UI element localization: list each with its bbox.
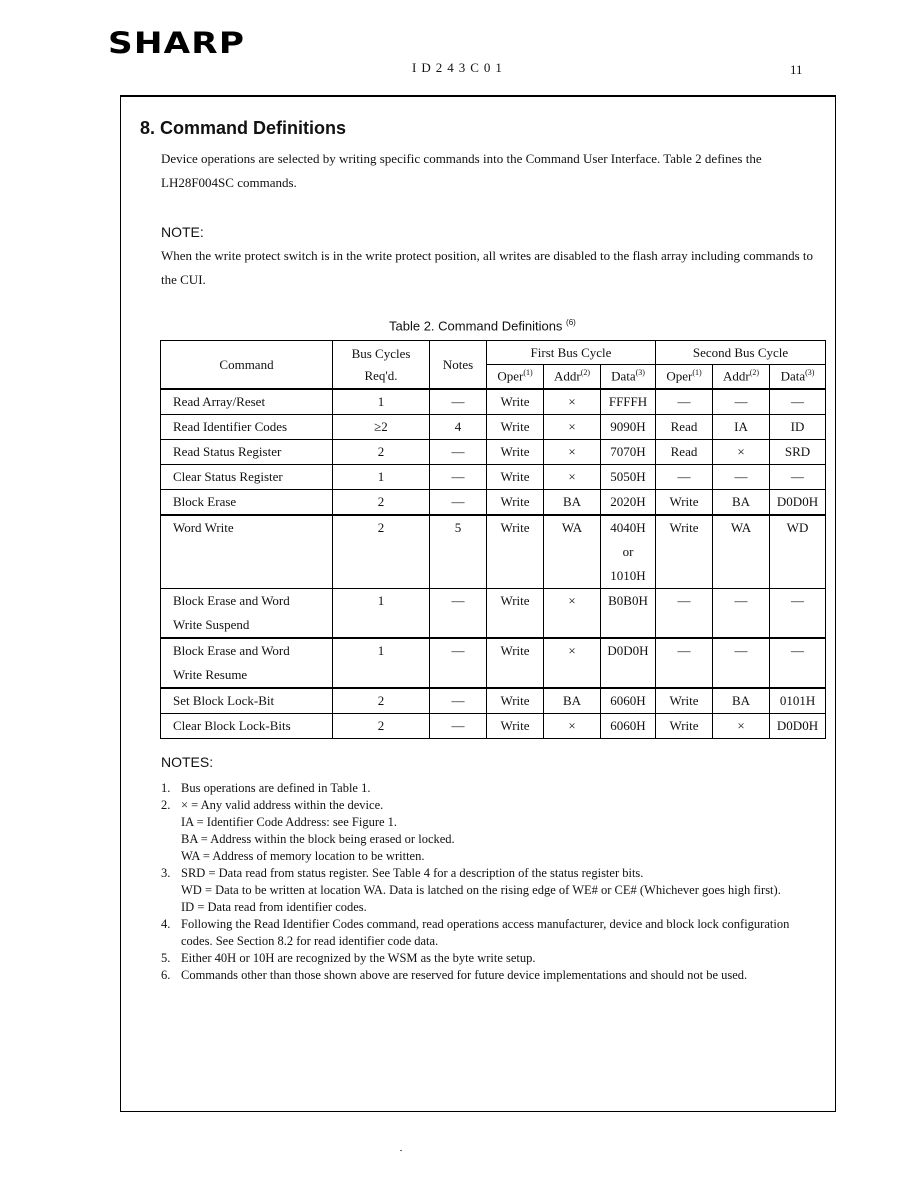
- cell-cycles: ≥2: [333, 415, 430, 440]
- cell-command: Set Block Lock-Bit: [161, 688, 333, 714]
- cell-data-1: 7070H: [601, 440, 656, 465]
- cell-addr-2: —: [713, 389, 770, 415]
- table-row: [161, 465, 826, 490]
- cell-addr-1: ×: [544, 440, 601, 465]
- cell-notes: —: [430, 714, 487, 739]
- document-id: ID243C01: [412, 60, 507, 75]
- cell-data-1: FFFFH: [601, 389, 656, 415]
- cell-oper-1: Write: [487, 389, 544, 415]
- cell-oper-1: Write: [487, 415, 544, 440]
- cell-addr-2: BA: [713, 490, 770, 516]
- cell-addr-2: —: [713, 638, 770, 688]
- cell-oper-2: —: [656, 465, 713, 490]
- cell-command: Clear Status Register: [161, 465, 333, 490]
- notes-list: [161, 780, 821, 984]
- note-text: SRD = Data read from status register. See Table 4 for a description of the status register bits.: [181, 866, 644, 880]
- cell-data-1: 5050H: [601, 465, 656, 490]
- cell-cycles: 2: [333, 714, 430, 739]
- cell-addr-2: BA: [713, 688, 770, 714]
- cell-command-line2: Write Resume: [173, 667, 248, 682]
- cell-data-2: —: [770, 389, 826, 415]
- section-title: 8. Command Definitions: [140, 118, 347, 138]
- table-row: [161, 515, 826, 589]
- cell-oper-1: Write: [487, 638, 544, 688]
- cell-addr-1: ×: [544, 465, 601, 490]
- cell-notes: —: [430, 490, 487, 516]
- sharp-logo: SHARP: [108, 26, 246, 60]
- cell-data-1: B0B0H: [601, 589, 656, 639]
- note-subitem: WD = Data to be written at location WA. Data is latched on the rising edge of WE# or CE# (Whichever goes high first).: [181, 883, 781, 897]
- cell-addr-2: WA: [713, 515, 770, 589]
- cell-addr-1: ×: [544, 714, 601, 739]
- cell-data-1-line1: 4040H: [610, 520, 646, 535]
- table-row: [161, 440, 826, 465]
- cell-notes: —: [430, 688, 487, 714]
- cell-oper-2: —: [656, 638, 713, 688]
- cell-command-line2: Write Suspend: [173, 617, 250, 632]
- cell-oper-2: —: [656, 389, 713, 415]
- cell-oper-2: Read: [656, 415, 713, 440]
- cell-addr-1: ×: [544, 415, 601, 440]
- header-data-2: Data$^{(3)}$: [770, 365, 826, 390]
- cell-data-1-line2: or: [622, 544, 634, 559]
- note-item: 6. Commands other than those shown above are reserved for future device implementations and should not be used.: [161, 968, 748, 982]
- cell-notes: —: [430, 389, 487, 415]
- cell-oper-2: Write: [656, 714, 713, 739]
- cell-addr-2: —: [713, 589, 770, 639]
- note-text: Bus operations are defined in Table 1.: [181, 781, 371, 795]
- cell-oper-1: Write: [487, 490, 544, 516]
- cell-data-1-line3: 1010H: [610, 568, 646, 583]
- note-text: Commands other than those shown above are reserved for future device implementations and should not be used.: [181, 968, 748, 982]
- cell-data-2: ID: [770, 415, 826, 440]
- table-row: [161, 415, 826, 440]
- table-row: [161, 490, 826, 516]
- cell-data-1: 9090H: [601, 415, 656, 440]
- cell-cycles: 1: [333, 465, 430, 490]
- command-definitions-table: [160, 340, 826, 739]
- cell-command: Read Array/Reset: [161, 389, 333, 415]
- cell-data-2: —: [770, 638, 826, 688]
- cell-data-2: —: [770, 589, 826, 639]
- cell-notes: 5: [430, 515, 487, 589]
- cell-notes: —: [430, 589, 487, 639]
- table-caption-note: (6): [566, 318, 576, 327]
- cell-data-2: SRD: [770, 440, 826, 465]
- note-text: Either 40H or 10H are recognized by the WSM as the byte write setup.: [181, 951, 536, 965]
- cell-command: Read Status Register: [161, 440, 333, 465]
- cell-addr-2: ×: [713, 440, 770, 465]
- cell-data-1: 6060H: [601, 688, 656, 714]
- note-subitem: WA = Address of memory location to be written.: [181, 849, 425, 863]
- cell-notes: —: [430, 638, 487, 688]
- cell-data-2: D0D0H: [770, 714, 826, 739]
- cell-oper-1: Write: [487, 465, 544, 490]
- cell-oper-2: Write: [656, 688, 713, 714]
- cell-oper-1: Write: [487, 688, 544, 714]
- cell-data-1: [601, 515, 656, 589]
- cell-addr-1: BA: [544, 490, 601, 516]
- cell-addr-2: —: [713, 465, 770, 490]
- note-item: 1. Bus operations are defined in Table 1.: [161, 781, 371, 795]
- cell-cycles: 1: [333, 389, 430, 415]
- cell-data-1: 2020H: [601, 490, 656, 516]
- table-row: [161, 688, 826, 714]
- cell-cycles: 2: [333, 688, 430, 714]
- cell-oper-2: Write: [656, 515, 713, 589]
- cell-notes: —: [430, 440, 487, 465]
- cell-addr-2: IA: [713, 415, 770, 440]
- scan-speck: [400, 1150, 402, 1151]
- cell-data-2: —: [770, 465, 826, 490]
- header-bus-cycles: [333, 341, 430, 390]
- header-command: Command: [161, 341, 333, 390]
- cell-command: [161, 638, 333, 688]
- cell-cycles: 2: [333, 490, 430, 516]
- header-bus-cycles-line2: Req'd.: [364, 367, 398, 383]
- table-row: [161, 714, 826, 739]
- notes-label: NOTES:: [161, 754, 214, 770]
- cell-data-1: 6060H: [601, 714, 656, 739]
- cell-oper-1: Write: [487, 714, 544, 739]
- cell-oper-1: Write: [487, 515, 544, 589]
- cell-data-1: D0D0H: [601, 638, 656, 688]
- note-subitem: BA = Address within the block being erased or locked.: [181, 832, 455, 846]
- cell-command: Word Write: [161, 515, 333, 589]
- header-first-bus-cycle: First Bus Cycle: [487, 341, 656, 365]
- cell-addr-1: ×: [544, 638, 601, 688]
- header-addr-1: Addr$^{(2)}$: [544, 365, 601, 390]
- cell-cycles: 1: [333, 589, 430, 639]
- header-second-bus-cycle: Second Bus Cycle: [656, 341, 826, 365]
- cell-cycles: 2: [333, 515, 430, 589]
- cell-command-line1: Block Erase and Word: [173, 593, 290, 608]
- note-subitem: ID = Data read from identifier codes.: [181, 900, 367, 914]
- header-bus-cycles-line1: Bus Cycles: [351, 345, 411, 361]
- cell-data-2: WD: [770, 515, 826, 589]
- cell-cycles: 2: [333, 440, 430, 465]
- cell-addr-1: ×: [544, 589, 601, 639]
- note-item: 4. Following the Read Identifier Codes command, read operations access manufacturer, device and block lock configuration codes. See Section 8.2 for read identifier code data.: [161, 916, 821, 950]
- header-oper-1: Oper$^{(1)}$: [487, 365, 544, 390]
- cell-oper-2: Read: [656, 440, 713, 465]
- note-item: 3. SRD = Data read from status register. See Table 4 for a description of the status register bits.: [161, 866, 644, 880]
- header-oper-2: Oper$^{(1)}$: [656, 365, 713, 390]
- header-addr-2: Addr$^{(2)}$: [713, 365, 770, 390]
- header-data-1: Data$^{(3)}$: [601, 365, 656, 390]
- table-row: [161, 589, 826, 639]
- cell-notes: —: [430, 465, 487, 490]
- cell-command-line1: Block Erase and Word: [173, 643, 290, 658]
- cell-addr-2: ×: [713, 714, 770, 739]
- cell-addr-1: ×: [544, 389, 601, 415]
- table-caption-text: Table 2. Command Definitions: [389, 318, 563, 334]
- cell-command: [161, 589, 333, 639]
- cell-command: Read Identifier Codes: [161, 415, 333, 440]
- note-text: Following the Read Identifier Codes command, read operations access manufacturer, device and block lock configuration codes. See Section 8.2 for read identifier code data.: [181, 917, 790, 948]
- note-subitem: IA = Identifier Code Address: see Figure 1.: [181, 815, 398, 829]
- note-item: 2. × = Any valid address within the device.: [161, 798, 384, 812]
- cell-command: Clear Block Lock-Bits: [161, 714, 333, 739]
- header-notes: Notes: [430, 341, 487, 390]
- note-paragraph: When the write protect switch is in the write protect position, all writes are disabled to the flash array including commands to the CUI.: [161, 248, 813, 287]
- table-row: [161, 389, 826, 415]
- cell-oper-2: Write: [656, 490, 713, 516]
- cell-oper-1: Write: [487, 589, 544, 639]
- table-caption: [389, 318, 576, 333]
- note-label: NOTE:: [161, 224, 204, 240]
- page-number: 11: [790, 62, 803, 77]
- cell-notes: 4: [430, 415, 487, 440]
- intro-paragraph: Device operations are selected by writing specific commands into the Command User Interface. Table 2 defines the LH28F004SC commands.: [161, 151, 762, 190]
- cell-oper-2: —: [656, 589, 713, 639]
- cell-data-2: 0101H: [770, 688, 826, 714]
- cell-addr-1: WA: [544, 515, 601, 589]
- note-text: × = Any valid address within the device.: [181, 798, 384, 812]
- cell-addr-1: BA: [544, 688, 601, 714]
- table-row: [161, 638, 826, 688]
- cell-cycles: 1: [333, 638, 430, 688]
- note-item: 5. Either 40H or 10H are recognized by the WSM as the byte write setup.: [161, 951, 536, 965]
- cell-oper-1: Write: [487, 440, 544, 465]
- cell-data-2: D0D0H: [770, 490, 826, 516]
- cell-command: Block Erase: [161, 490, 333, 516]
